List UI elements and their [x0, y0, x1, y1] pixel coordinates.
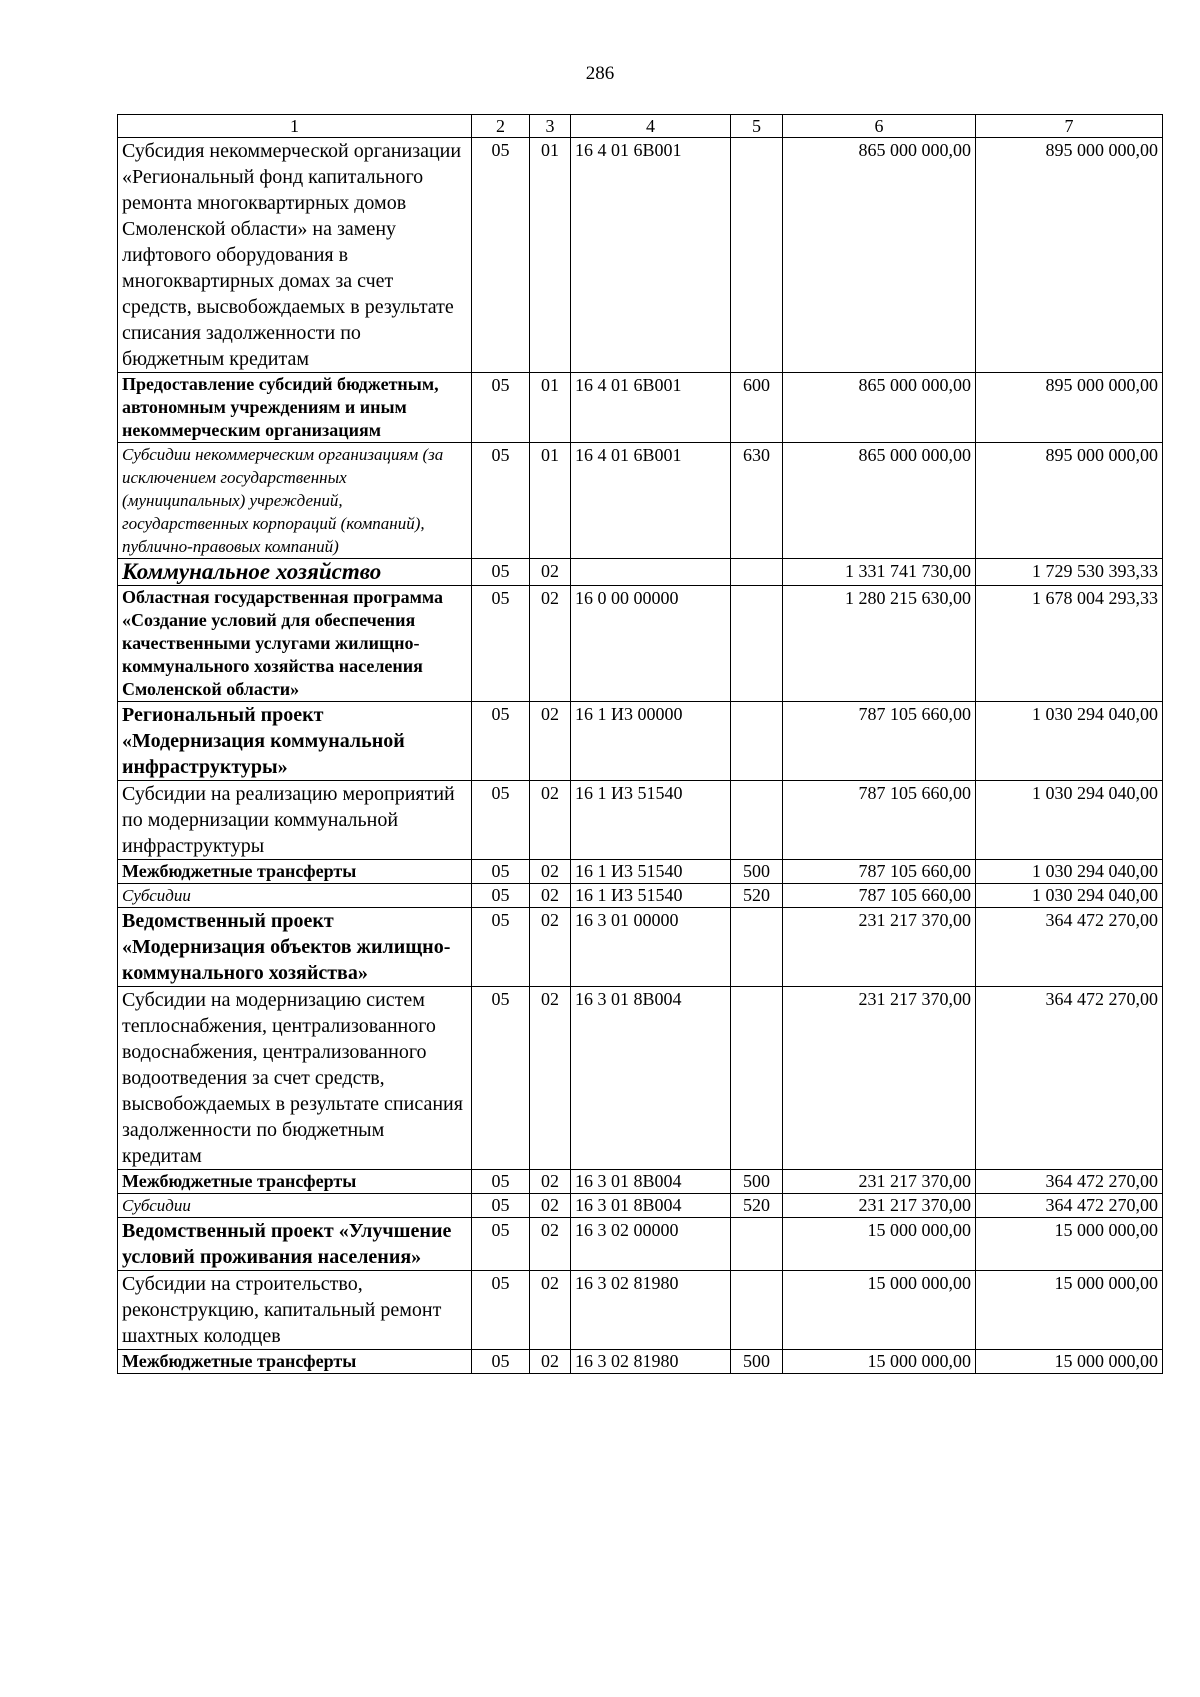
amount-year-1: 1 280 215 630,00	[783, 586, 976, 702]
item-name: Межбюджетные трансферты	[118, 860, 472, 884]
target-article-code: 16 1 И3 51540	[571, 884, 731, 908]
column-number: 4	[571, 115, 731, 138]
item-name: Коммунальное хозяйство	[118, 559, 472, 586]
section-code: 05	[472, 860, 530, 884]
expense-type-code	[731, 586, 783, 702]
amount-year-2: 1 729 530 393,33	[976, 559, 1163, 586]
table-row	[118, 702, 1163, 781]
target-article-code: 16 1 И3 51540	[571, 860, 731, 884]
section-code: 05	[472, 884, 530, 908]
subsection-code: 01	[530, 138, 571, 373]
expense-type-code	[731, 1271, 783, 1350]
subsection-code: 01	[530, 443, 571, 559]
section-code: 05	[472, 138, 530, 373]
amount-year-2: 1 030 294 040,00	[976, 702, 1163, 781]
table-row	[118, 987, 1163, 1170]
column-number: 3	[530, 115, 571, 138]
amount-year-2: 364 472 270,00	[976, 908, 1163, 987]
item-name: Предоставление субсидий бюджетным, автономным учреждениям и иным некоммерческим организациям	[118, 373, 472, 443]
section-code: 05	[472, 987, 530, 1170]
expense-type-code	[731, 1218, 783, 1271]
amount-year-1: 15 000 000,00	[783, 1218, 976, 1271]
subsection-code: 02	[530, 702, 571, 781]
section-code: 05	[472, 1350, 530, 1374]
section-code: 05	[472, 1170, 530, 1194]
table-row	[118, 1194, 1163, 1218]
item-name: Областная государственная программа «Создание условий для обеспечения качественными услугами жилищно-коммунального хозяйства населения Смоленской области»	[118, 586, 472, 702]
amount-year-2: 364 472 270,00	[976, 987, 1163, 1170]
table-row	[118, 559, 1163, 586]
amount-year-2: 895 000 000,00	[976, 138, 1163, 373]
target-article-code: 16 3 01 8B004	[571, 1194, 731, 1218]
target-article-code: 16 3 02 81980	[571, 1271, 731, 1350]
amount-year-1: 865 000 000,00	[783, 443, 976, 559]
amount-year-2: 364 472 270,00	[976, 1194, 1163, 1218]
expense-type-code: 500	[731, 860, 783, 884]
amount-year-1: 231 217 370,00	[783, 1170, 976, 1194]
item-name: Ведомственный проект «Модернизация объектов жилищно-коммунального хозяйства»	[118, 908, 472, 987]
section-code: 05	[472, 1218, 530, 1271]
table-row	[118, 443, 1163, 559]
amount-year-1: 787 105 660,00	[783, 860, 976, 884]
expense-type-code	[731, 138, 783, 373]
target-article-code: 16 4 01 6B001	[571, 373, 731, 443]
amount-year-2: 1 030 294 040,00	[976, 860, 1163, 884]
amount-year-1: 787 105 660,00	[783, 884, 976, 908]
table-row	[118, 1271, 1163, 1350]
section-code: 05	[472, 1194, 530, 1218]
item-name: Субсидии на модернизацию систем теплоснабжения, централизованного водоснабжения, централизованного водоотведения за счет средств, высвобождаемых в результате списания задолженности по бюджетным кредитам	[118, 987, 472, 1170]
expense-type-code	[731, 559, 783, 586]
amount-year-1: 1 331 741 730,00	[783, 559, 976, 586]
target-article-code: 16 3 01 8B004	[571, 1170, 731, 1194]
column-number: 7	[976, 115, 1163, 138]
section-code: 05	[472, 781, 530, 860]
table-row	[118, 1218, 1163, 1271]
table-row	[118, 860, 1163, 884]
item-name: Ведомственный проект «Улучшение условий проживания населения»	[118, 1218, 472, 1271]
item-name: Межбюджетные трансферты	[118, 1170, 472, 1194]
amount-year-1: 865 000 000,00	[783, 373, 976, 443]
amount-year-1: 787 105 660,00	[783, 781, 976, 860]
amount-year-1: 15 000 000,00	[783, 1271, 976, 1350]
page-number: 286	[585, 63, 615, 84]
item-name: Субсидии	[118, 1194, 472, 1218]
target-article-code: 16 1 И3 00000	[571, 702, 731, 781]
column-number: 5	[731, 115, 783, 138]
column-number: 1	[118, 115, 472, 138]
subsection-code: 01	[530, 373, 571, 443]
table-row	[118, 908, 1163, 987]
section-code: 05	[472, 373, 530, 443]
amount-year-1: 865 000 000,00	[783, 138, 976, 373]
subsection-code: 02	[530, 987, 571, 1170]
target-article-code: 16 3 02 81980	[571, 1350, 731, 1374]
budget-table	[117, 114, 1163, 1374]
subsection-code: 02	[530, 586, 571, 702]
column-number: 6	[783, 115, 976, 138]
table-row	[118, 781, 1163, 860]
item-name: Субсидии на реализацию мероприятий по модернизации коммунальной инфраструктуры	[118, 781, 472, 860]
subsection-code: 02	[530, 1218, 571, 1271]
item-name: Субсидии на строительство, реконструкцию, капитальный ремонт шахтных колодцев	[118, 1271, 472, 1350]
target-article-code: 16 4 01 6B001	[571, 443, 731, 559]
target-article-code: 16 3 01 00000	[571, 908, 731, 987]
subsection-code: 02	[530, 781, 571, 860]
amount-year-2: 364 472 270,00	[976, 1170, 1163, 1194]
subsection-code: 02	[530, 884, 571, 908]
column-number: 2	[472, 115, 530, 138]
amount-year-1: 787 105 660,00	[783, 702, 976, 781]
amount-year-2: 15 000 000,00	[976, 1218, 1163, 1271]
amount-year-1: 15 000 000,00	[783, 1350, 976, 1374]
section-code: 05	[472, 443, 530, 559]
subsection-code: 02	[530, 1350, 571, 1374]
target-article-code	[571, 559, 731, 586]
item-name: Межбюджетные трансферты	[118, 1350, 472, 1374]
amount-year-2: 15 000 000,00	[976, 1271, 1163, 1350]
table-row	[118, 884, 1163, 908]
subsection-code: 02	[530, 908, 571, 987]
subsection-code: 02	[530, 860, 571, 884]
amount-year-2: 895 000 000,00	[976, 443, 1163, 559]
amount-year-2: 895 000 000,00	[976, 373, 1163, 443]
item-name: Субсидии	[118, 884, 472, 908]
item-name: Субсидия некоммерческой организации «Региональный фонд капитального ремонта многоквартирных домов Смоленской области» на замену лифтового оборудования в многоквартирных домах за счет средств, высвобождаемых в результате списания задолженности по бюджетным кредитам	[118, 138, 472, 373]
amount-year-2: 1 678 004 293,33	[976, 586, 1163, 702]
amount-year-2: 1 030 294 040,00	[976, 781, 1163, 860]
section-code: 05	[472, 908, 530, 987]
column-number-row	[118, 115, 1163, 138]
subsection-code: 02	[530, 1271, 571, 1350]
amount-year-2: 1 030 294 040,00	[976, 884, 1163, 908]
section-code: 05	[472, 1271, 530, 1350]
table-row	[118, 373, 1163, 443]
section-code: 05	[472, 702, 530, 781]
section-code: 05	[472, 586, 530, 702]
amount-year-1: 231 217 370,00	[783, 908, 976, 987]
target-article-code: 16 1 И3 51540	[571, 781, 731, 860]
expense-type-code: 600	[731, 373, 783, 443]
expense-type-code: 500	[731, 1170, 783, 1194]
target-article-code: 16 4 01 6B001	[571, 138, 731, 373]
expense-type-code	[731, 908, 783, 987]
expense-type-code	[731, 987, 783, 1170]
expense-type-code: 500	[731, 1350, 783, 1374]
amount-year-1: 231 217 370,00	[783, 1194, 976, 1218]
expense-type-code: 630	[731, 443, 783, 559]
amount-year-2: 15 000 000,00	[976, 1350, 1163, 1374]
table-row	[118, 138, 1163, 373]
expense-type-code: 520	[731, 884, 783, 908]
target-article-code: 16 0 00 00000	[571, 586, 731, 702]
item-name: Региональный проект «Модернизация коммунальной инфраструктуры»	[118, 702, 472, 781]
subsection-code: 02	[530, 559, 571, 586]
target-article-code: 16 3 01 8B004	[571, 987, 731, 1170]
item-name: Субсидии некоммерческим организациям (за исключением государственных (муниципальных) учреждений, государственных корпораций (компаний), публично-правовых компаний)	[118, 443, 472, 559]
table-row	[118, 1170, 1163, 1194]
table-row	[118, 586, 1163, 702]
target-article-code: 16 3 02 00000	[571, 1218, 731, 1271]
expense-type-code	[731, 781, 783, 860]
amount-year-1: 231 217 370,00	[783, 987, 976, 1170]
table-row	[118, 1350, 1163, 1374]
section-code: 05	[472, 559, 530, 586]
expense-type-code: 520	[731, 1194, 783, 1218]
expense-type-code	[731, 702, 783, 781]
subsection-code: 02	[530, 1194, 571, 1218]
subsection-code: 02	[530, 1170, 571, 1194]
